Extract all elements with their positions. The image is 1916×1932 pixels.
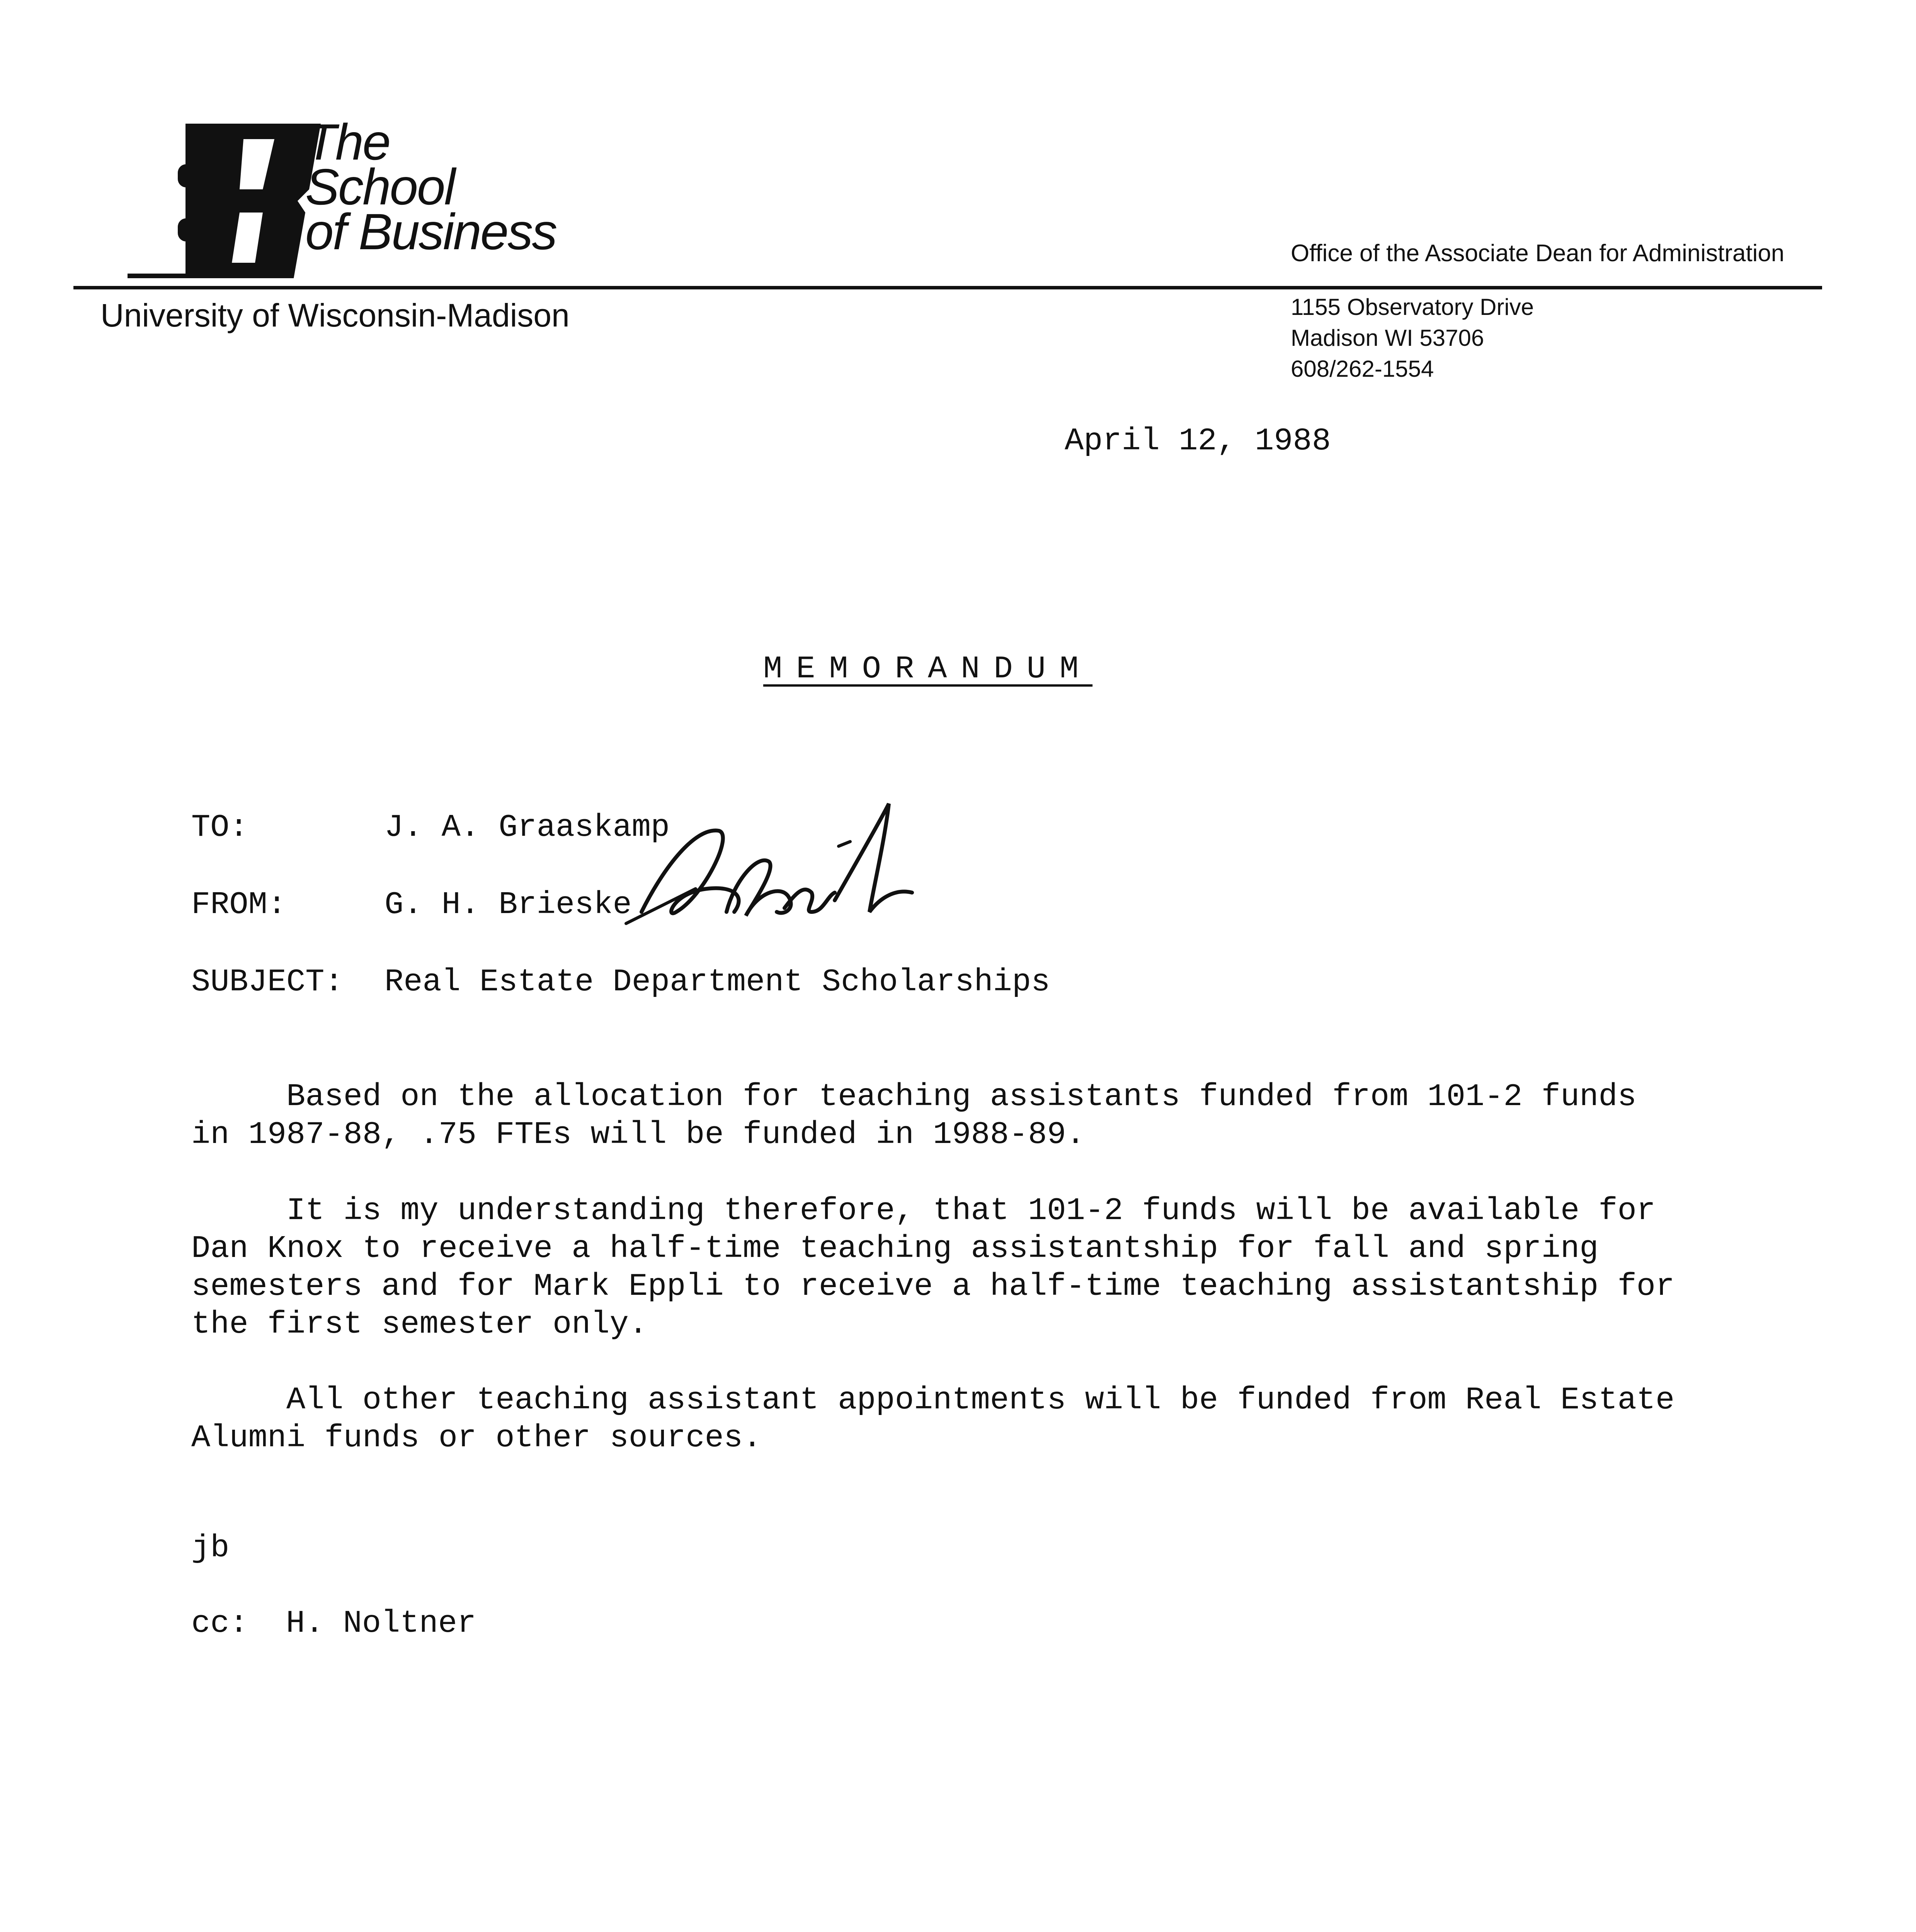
office-address — [1291, 292, 1534, 384]
memo-title: MEMORANDUM — [763, 651, 1093, 687]
memo-paragraph-3: All other teaching assistant appointments will be funded from Real Estate Alumni funds or other sources. — [191, 1382, 1675, 1456]
address-line-street: 1155 Observatory Drive — [1291, 294, 1534, 320]
cc-label: cc: — [191, 1605, 248, 1641]
to-label: TO: — [191, 810, 248, 845]
from-value: G. H. Brieske — [385, 887, 632, 923]
to-field — [191, 810, 670, 845]
cc-value: H. Noltner — [286, 1605, 476, 1641]
logo-wordmark — [305, 114, 556, 260]
letterhead-rule — [73, 286, 1822, 289]
from-label: FROM: — [191, 887, 287, 923]
address-line-phone: 608/262-1554 — [1291, 356, 1434, 382]
cc-field — [191, 1605, 476, 1641]
subject-field — [191, 964, 1050, 1000]
memo-date: April 12, 1988 — [1065, 423, 1331, 459]
university-name: University of Wisconsin-Madison — [100, 297, 570, 333]
school-of-business-logo-icon — [128, 124, 328, 278]
memo-paragraph-1: Based on the allocation for teaching assistants funded from 101-2 funds in 1987-88, .75 FTEs will be funded in 1988-89. — [191, 1079, 1637, 1153]
office-name: Office of the Associate Dean for Administration — [1291, 240, 1785, 267]
from-field — [191, 887, 632, 923]
logo-line-3: of Business — [305, 203, 556, 260]
subject-value: Real Estate Department Scholarships — [385, 964, 1050, 1000]
logo-line-2: School — [305, 158, 454, 215]
to-value: J. A. Graaskamp — [385, 810, 670, 845]
signature-icon — [618, 796, 920, 943]
address-line-city: Madison WI 53706 — [1291, 325, 1484, 351]
logo-line-1: The — [305, 114, 390, 170]
subject-label: SUBJECT: — [191, 964, 344, 1000]
typist-initials: jb — [191, 1530, 230, 1566]
memo-paragraph-2: It is my understanding therefore, that 101-2 funds will be available for Dan Knox to receive a half-time teaching assistantship for fall and spring semesters and for Mark Eppli to receive a half-time teaching assistantship for the first semester only. — [191, 1193, 1675, 1342]
